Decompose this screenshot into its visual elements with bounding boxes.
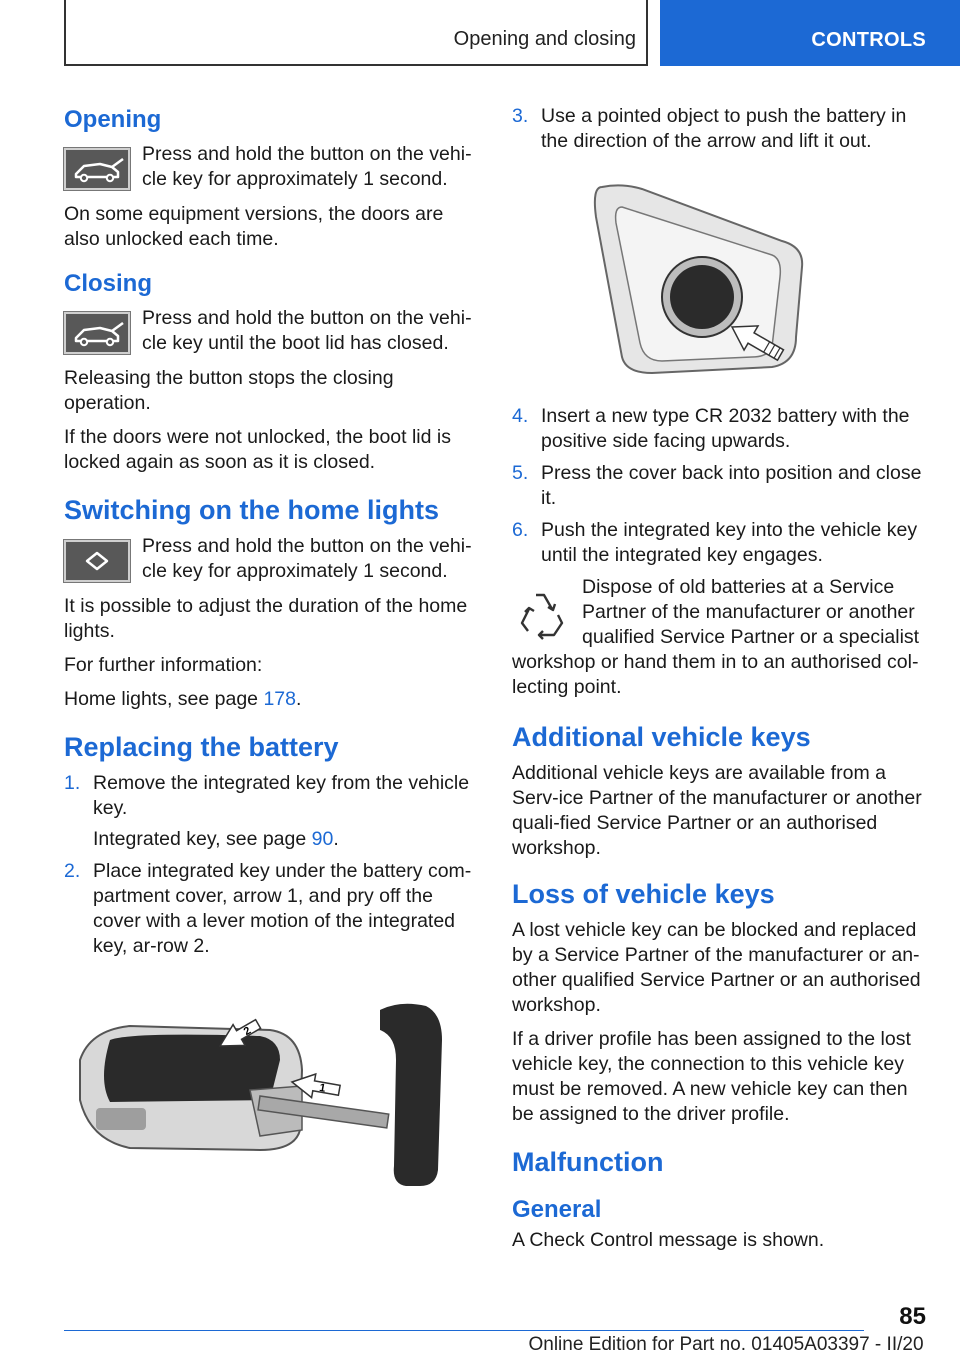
list-item: [512, 404, 930, 454]
home-lights-note: It is possible to adjust the duration of the home lights.: [64, 595, 468, 642]
reference-text: Integrated key, see page: [93, 828, 312, 850]
battery-steps: [512, 404, 930, 568]
malfunction-heading: Malfunction: [512, 1147, 664, 1177]
opening-instruction: [64, 142, 482, 192]
arrow-label-1: 1: [318, 1081, 327, 1095]
list-item: [512, 104, 930, 154]
step-text: Use a pointed object to push the battery in the direction of the arrow and lift it out.: [541, 105, 907, 152]
home-lights-reference: Home lights, see page 178.: [64, 688, 302, 710]
closing-note: If the doors were not unlocked, the boot lid is locked again as soon as it is closed.: [64, 426, 451, 473]
step-number: 3.: [512, 105, 529, 127]
step-text: Push the integrated key into the vehicle key until the integrated key engages.: [541, 519, 918, 566]
page-link[interactable]: 178: [263, 688, 296, 710]
section-title: Opening and closing: [453, 28, 636, 50]
step-number: 5.: [512, 462, 529, 484]
step-text: Remove the integrated key from the vehicle key.: [93, 772, 470, 819]
step-text: Place integrated key under the battery com-partment cover, arrow 1, and pry off the cover with a lever motion of the integrated key, ar-row 2.: [93, 860, 472, 957]
list-item: [512, 518, 930, 568]
step-text: Press the cover back into position and close it.: [541, 462, 922, 509]
recycle-icon: [514, 585, 570, 641]
chapter-tab-label: CONTROLS: [811, 29, 926, 51]
closing-text: Press and hold the button on the vehi-cle key until the boot lid has closed.: [142, 307, 472, 354]
header-rule: [646, 0, 648, 66]
general-text: A Check Control message is shown.: [512, 1229, 825, 1251]
list-item: [64, 771, 482, 852]
chapter-tab[interactable]: [660, 0, 960, 66]
further-info: For further information:: [64, 654, 263, 676]
arrow-label-2: 2: [241, 1024, 254, 1039]
opening-note: On some equipment versions, the doors are also unlocked each time.: [64, 203, 444, 250]
step-number: 1.: [64, 772, 81, 794]
closing-note: Releasing the button stops the closing operation.: [64, 367, 394, 414]
edition-note: Online Edition for Part no. 01405A03397 - II/20: [528, 1334, 924, 1355]
left-column: [64, 100, 482, 1195]
list-item: [64, 859, 482, 959]
home-lights-text: Press and hold the button on the vehi-cle key for approximately 1 second.: [142, 535, 472, 582]
closing-instruction: [64, 306, 482, 356]
step-text: Insert a new type CR 2032 battery with the positive side facing upwards.: [541, 405, 910, 452]
opening-text: Press and hold the button on the vehi-cle key for approximately 1 second.: [142, 143, 472, 190]
battery-heading: Replacing the battery: [64, 732, 339, 762]
header-rule: [64, 64, 648, 66]
additional-keys-text: Additional vehicle keys are available from a Serv-ice Partner of the manufacturer or another quali-fied Service Partner or an authorised workshop.: [512, 762, 922, 859]
loss-keys-text: A lost vehicle key can be blocked and replaced by a Service Partner of the manufacturer or an-other qualified Service Partner or an authorised workshop.: [512, 919, 921, 1016]
battery-steps: [512, 104, 930, 154]
step-number: 2.: [64, 860, 81, 882]
page-number: 85: [899, 1303, 926, 1330]
closing-heading: Closing: [64, 270, 152, 297]
loss-keys-text: If a driver profile has been assigned to the lost vehicle key, the connection to this vehicle key must be removed. A new vehicle key can then be assigned to the driver profile.: [512, 1028, 911, 1125]
tailgate-close-icon: [64, 312, 130, 354]
right-column: [512, 100, 930, 1262]
general-heading: General: [512, 1196, 602, 1223]
battery-compartment-illustration: [582, 177, 812, 377]
battery-steps: [64, 771, 482, 959]
opening-heading: Opening: [64, 106, 162, 133]
additional-keys-heading: Additional vehicle keys: [512, 722, 811, 752]
step-number: 6.: [512, 519, 529, 541]
loss-keys-heading: Loss of vehicle keys: [512, 879, 775, 909]
home-lights-icon: [64, 540, 130, 582]
reference-text: Home lights, see page: [64, 688, 264, 710]
recycle-text: Dispose of old batteries at a Service Partner of the manufacturer or another qualified Service Partner or a specialist workshop or hand them in to an authorised col-lecting point.: [512, 576, 920, 698]
key-battery-cover-illustration: [70, 990, 450, 1190]
list-item: [512, 461, 930, 511]
home-lights-instruction: [64, 534, 482, 584]
recycle-note: [512, 575, 930, 700]
home-lights-heading: Switching on the home lights: [64, 495, 439, 525]
tailgate-open-icon: [64, 148, 130, 190]
step-reference: Integrated key, see page 90.: [93, 828, 339, 850]
page-link[interactable]: 90: [311, 828, 334, 850]
footer-rule: [64, 1330, 864, 1331]
step-number: 4.: [512, 405, 529, 427]
